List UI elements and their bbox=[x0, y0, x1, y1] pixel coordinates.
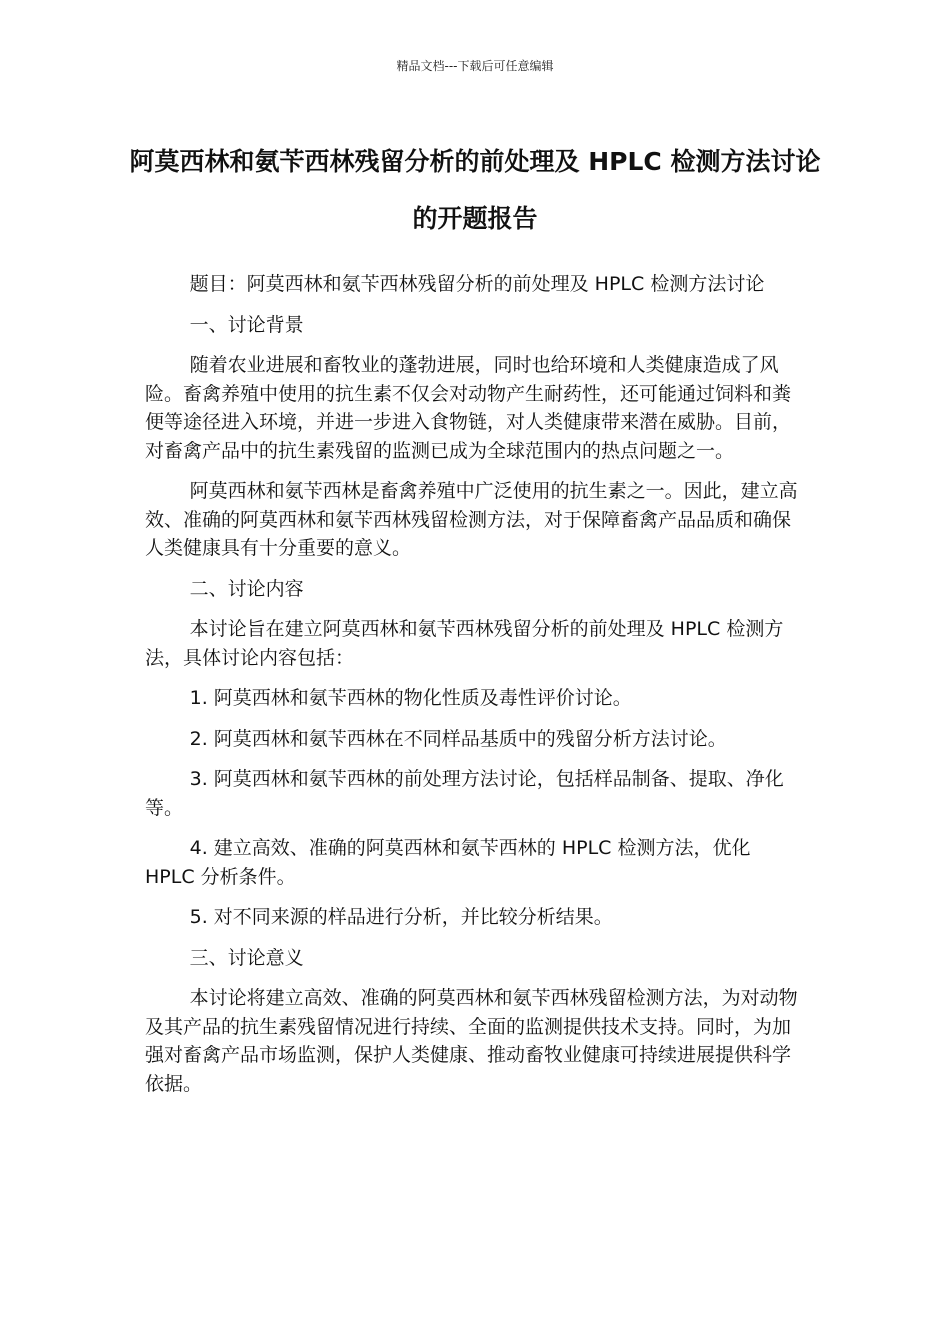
topic-line: 题目：阿莫西林和氨苄西林残留分析的前处理及 HPLC 检测方法讨论 bbox=[189, 273, 765, 295]
section-heading-significance: 三、讨论意义 bbox=[189, 946, 304, 969]
content-list-item-3: 3. 阿莫西林和氨苄西林的前处理方法讨论，包括样品制备、提取、净化等。 bbox=[145, 768, 784, 819]
page-header-note: 精品文档---下载后可任意编辑 bbox=[396, 59, 554, 73]
content-list-item-2: 2. 阿莫西林和氨苄西林在不同样品基质中的残留分析方法讨论。 bbox=[189, 727, 727, 750]
document-body bbox=[145, 270, 805, 1110]
background-paragraph-2: 阿莫西林和氨苄西林是畜禽养殖中广泛使用的抗生素之一。因此，建立高效、准确的阿莫西林和氨苄西林残留检测方法，对于保障畜禽产品品质和确保人类健康具有十分重要的意义。 bbox=[145, 480, 798, 559]
document-title: 阿莫西林和氨苄西林残留分析的前处理及 HPLC 检测方法讨论的开题报告 bbox=[129, 147, 821, 233]
content-list-item-1: 1. 阿莫西林和氨苄西林的物化性质及毒性评价讨论。 bbox=[189, 687, 632, 709]
section-heading-content: 二、讨论内容 bbox=[189, 577, 304, 600]
background-paragraph-1: 随着农业进展和畜牧业的蓬勃进展，同时也给环境和人类健康造成了风险。畜禽养殖中使用的抗生素不仅会对动物产生耐药性，还可能通过饲料和粪便等途径进入环境，并进一步进入食物链，对人类健康带来潜在威胁。目前，对畜禽产品中的抗生素残留的监测已成为全球范围内的热点问题之一。 bbox=[145, 354, 792, 462]
content-list-item-4: 4. 建立高效、准确的阿莫西林和氨苄西林的 HPLC 检测方法，优化 HPLC 分析条件。 bbox=[145, 837, 751, 888]
content-list-item-5: 5. 对不同来源的样品进行分析，并比较分析结果。 bbox=[189, 906, 613, 928]
section-heading-background: 一、讨论背景 bbox=[189, 313, 304, 336]
content-intro-paragraph: 本讨论旨在建立阿莫西林和氨苄西林残留分析的前处理及 HPLC 检测方法，具体讨论内容包括： bbox=[145, 618, 784, 669]
significance-paragraph: 本讨论将建立高效、准确的阿莫西林和氨苄西林残留检测方法，为对动物及其产品的抗生素残留情况进行持续、全面的监测提供技术支持。同时，为加强对畜禽产品市场监测，保护人类健康、推动畜牧业健康可持续进展提供科学依据。 bbox=[145, 987, 798, 1095]
